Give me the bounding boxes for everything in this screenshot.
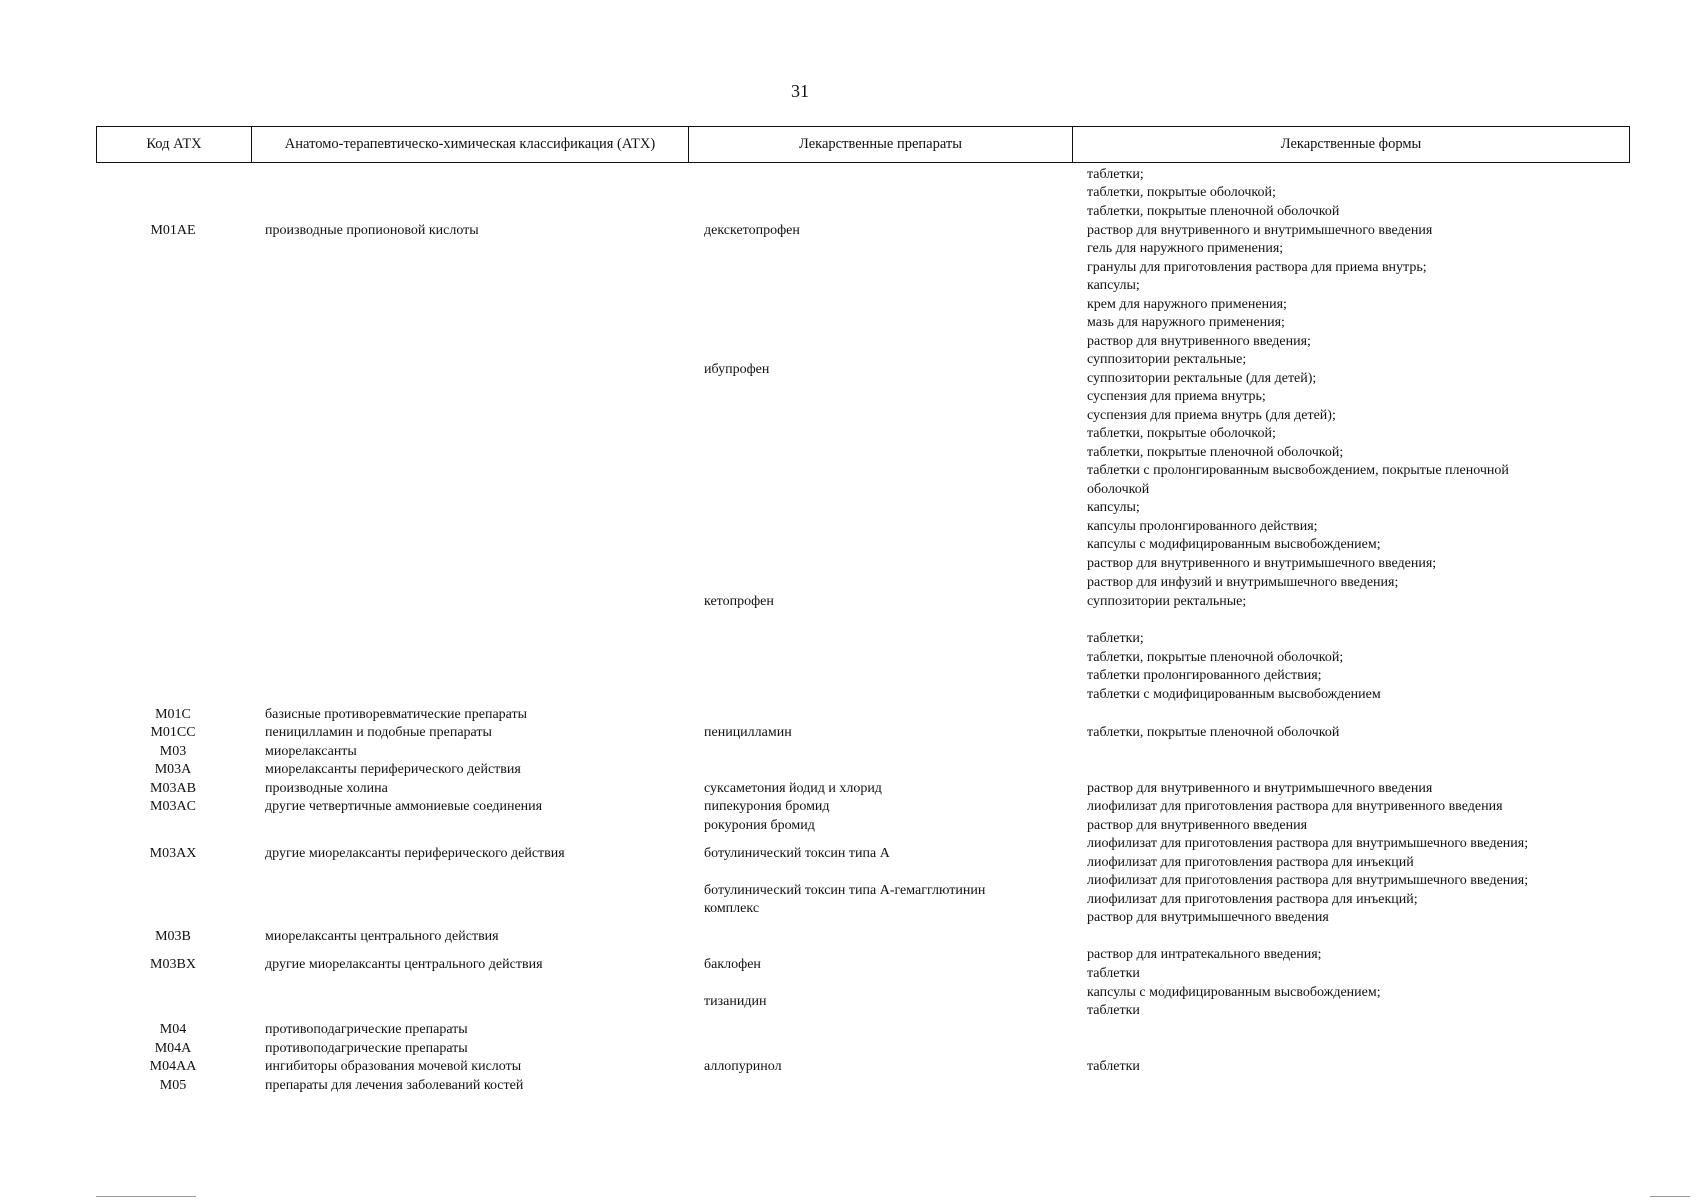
dosage-form: суппозитории ректальные; (1087, 352, 1247, 367)
header-forms: Лекарственные формы (1072, 127, 1629, 162)
atc-code: M01AE (150, 223, 196, 238)
atc-code: M03AC (150, 799, 196, 814)
atc-classification: миорелаксанты центрального действия (265, 929, 499, 944)
atc-classification: другие четвертичные аммониевые соединения (265, 799, 543, 814)
atc-classification: пеницилламин и подобные препараты (265, 725, 492, 740)
atc-classification: противоподагрические препараты (265, 1041, 468, 1056)
dosage-form: гель для наружного применения; (1087, 241, 1284, 256)
dosage-form: таблетки с модифицированным высвобождением (1087, 687, 1381, 702)
atc-classification: другие миорелаксанты периферического действия (265, 846, 565, 861)
dosage-form: суспензия для приема внутрь; (1087, 389, 1266, 404)
drug-name: кетопрофен (704, 594, 774, 609)
drug-name: декскетопрофен (704, 223, 800, 238)
dosage-form: таблетки; (1087, 167, 1144, 182)
dosage-form: таблетки (1087, 1003, 1140, 1018)
dosage-form: лиофилизат для приготовления раствора для инъекций (1087, 855, 1414, 870)
atc-code: M03 (159, 744, 187, 759)
dosage-form: раствор для внутривенного и внутримышечного введения (1087, 223, 1433, 238)
dosage-form: лиофилизат для приготовления раствора для внутримышечного введения; (1087, 873, 1529, 888)
atc-classification: противоподагрические препараты (265, 1022, 468, 1037)
dosage-form: таблетки, покрытые пленочной оболочкой (1087, 725, 1340, 740)
atc-classification: базисные противоревматические препараты (265, 707, 528, 722)
atc-code: M01CC (150, 725, 196, 740)
dosage-form: капсулы с модифицированным высвобождением; (1087, 985, 1381, 1000)
dosage-form: таблетки, покрытые пленочной оболочкой; (1087, 445, 1344, 460)
dosage-form: раствор для интратекального введения; (1087, 947, 1322, 962)
atc-code: M03A (154, 762, 192, 777)
atc-code: M04AA (149, 1059, 197, 1074)
atc-classification: ингибиторы образования мочевой кислоты (265, 1059, 522, 1074)
dosage-form: капсулы пролонгированного действия; (1087, 519, 1318, 534)
atc-code: M03BX (150, 957, 196, 972)
drug-name: тизанидин (704, 994, 767, 1009)
dosage-form: раствор для внутривенного введения (1087, 818, 1308, 833)
atc-classification: миорелаксанты (265, 744, 357, 759)
dosage-form: лиофилизат для приготовления раствора для внутривенного введения (1087, 799, 1503, 814)
atc-code: M05 (159, 1078, 187, 1093)
drug-name: аллопуринол (704, 1059, 782, 1074)
dosage-form: капсулы; (1087, 500, 1140, 515)
drug-name: суксаметония йодид и хлорид (704, 781, 882, 796)
dosage-form: раствор для инфузий и внутримышечного введения; (1087, 575, 1399, 590)
atc-code: M03AX (149, 846, 197, 861)
drug-name: пеницилламин (704, 725, 792, 740)
dosage-form: крем для наружного применения; (1087, 297, 1287, 312)
drug-name: пипекурония бромид (704, 799, 830, 814)
dosage-form: раствор для внутривенного введения; (1087, 334, 1311, 349)
dosage-form: суппозитории ректальные (для детей); (1087, 371, 1317, 386)
atc-classification: производные холина (265, 781, 388, 796)
drug-name: ботулинический токсин типа A (704, 846, 890, 861)
dosage-form: суспензия для приема внутрь (для детей); (1087, 408, 1336, 423)
atc-classification: другие миорелаксанты центрального действия (265, 957, 543, 972)
dosage-form: суппозитории ректальные; (1087, 594, 1247, 609)
dosage-form: таблетки пролонгированного действия; (1087, 668, 1322, 683)
dosage-form: таблетки; (1087, 631, 1144, 646)
dosage-form: гранулы для приготовления раствора для приема внутрь; (1087, 260, 1427, 275)
atc-code: M03B (155, 929, 191, 944)
page-number: 31 (791, 81, 809, 101)
drug-name: рокурония бромид (704, 818, 815, 833)
dosage-form: таблетки (1087, 966, 1140, 981)
dosage-form: капсулы; (1087, 278, 1140, 293)
dosage-form: лиофилизат для приготовления раствора для внутримышечного введения; (1087, 836, 1529, 851)
drug-name: комплекс (704, 901, 760, 916)
dosage-form: лиофилизат для приготовления раствора для инъекций; (1087, 892, 1418, 907)
atc-code: M01C (155, 707, 191, 722)
drug-name: баклофен (704, 957, 761, 972)
dosage-form: таблетки (1087, 1059, 1140, 1074)
dosage-form: таблетки, покрытые пленочной оболочкой; (1087, 650, 1344, 665)
header-drugs: Лекарственные препараты (688, 127, 1072, 162)
atc-classification: миорелаксанты периферического действия (265, 762, 521, 777)
drug-name: ибупрофен (704, 362, 770, 377)
footer-rule-right (1650, 1196, 1690, 1197)
dosage-form: капсулы с модифицированным высвобождением; (1087, 537, 1381, 552)
dosage-form: раствор для внутривенного и внутримышечного введения; (1087, 556, 1437, 571)
atc-classification: препараты для лечения заболеваний костей (265, 1078, 524, 1093)
dosage-form: раствор для внутривенного и внутримышечного введения (1087, 781, 1433, 796)
dosage-form: оболочкой (1087, 482, 1150, 497)
dosage-form: таблетки с пролонгированным высвобождением, покрытые пленочной (1087, 463, 1509, 478)
atc-classification: производные пропионовой кислоты (265, 223, 479, 238)
footer-rule-left (96, 1196, 196, 1197)
header-classification: Анатомо-терапевтическо-химическая классификация (АТХ) (251, 127, 688, 162)
drug-name: ботулинический токсин типа A-гемагглютинин (704, 883, 986, 898)
dosage-form: раствор для внутримышечного введения (1087, 910, 1329, 925)
dosage-form: таблетки, покрытые оболочкой; (1087, 185, 1276, 200)
atc-code: M03AB (150, 781, 196, 796)
table-header (96, 126, 1630, 163)
dosage-form: таблетки, покрытые пленочной оболочкой (1087, 204, 1340, 219)
dosage-form: мазь для наружного применения; (1087, 315, 1285, 330)
atc-code: M04 (159, 1022, 187, 1037)
dosage-form: таблетки, покрытые оболочкой; (1087, 426, 1276, 441)
atc-code: M04A (154, 1041, 192, 1056)
header-code: Код АТХ (146, 136, 202, 152)
